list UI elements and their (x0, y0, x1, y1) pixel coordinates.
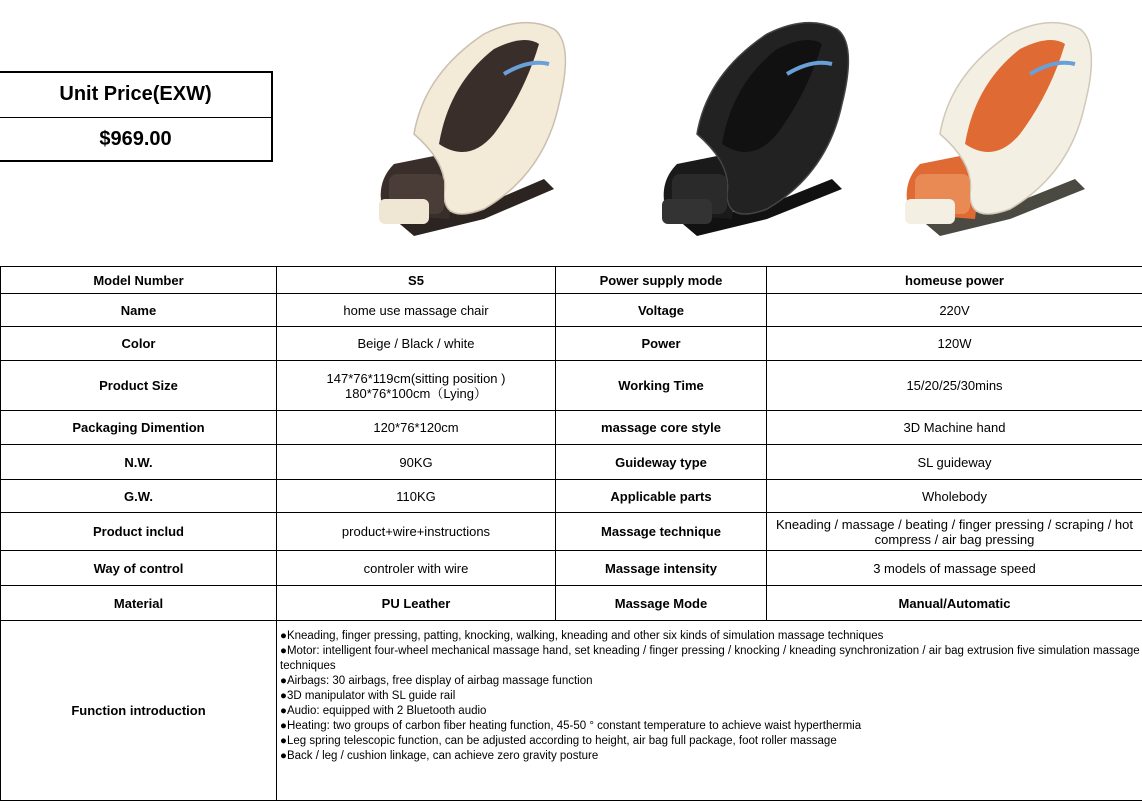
spec-value: controler with wire (277, 551, 556, 586)
spec-label: Applicable parts (556, 480, 767, 513)
spec-label: Power (556, 327, 767, 361)
spec-label: Product includ (1, 513, 277, 551)
unit-price-value: $969.00 (0, 117, 271, 162)
beige-chair-image (354, 14, 574, 236)
spec-label: Model Number (1, 267, 277, 294)
table-row (1, 586, 1142, 621)
table-row (1, 480, 1142, 513)
unit-price-label: Unit Price(EXW) (59, 83, 212, 106)
spec-value: Manual/Automatic (767, 586, 1142, 621)
spec-table (0, 266, 1142, 801)
spec-value: Beige / Black / white (277, 327, 556, 361)
spec-value: homeuse power (767, 267, 1142, 294)
spec-value: home use massage chair (277, 294, 556, 327)
spec-value: S5 (277, 267, 556, 294)
spec-label: Power supply mode (556, 267, 767, 294)
spec-value: 3D Machine hand (767, 411, 1142, 445)
spec-value (277, 361, 556, 411)
spec-value: Kneading / massage / beating / finger pressing / scraping / hot compress / air bag pressing (767, 513, 1142, 551)
spec-label: Product Size (1, 361, 277, 411)
function-line: ●3D manipulator with SL guide rail (280, 690, 456, 702)
spec-value: 110KG (277, 480, 556, 513)
function-line: ●Heating: two groups of carbon fiber heating function, 45-50 ° constant temperature to achieve waist hyperthermia (280, 720, 862, 732)
spec-label: massage core style (556, 411, 767, 445)
spec-label: Name (1, 294, 277, 327)
function-introduction-text (277, 621, 1142, 801)
spec-label: Massage intensity (556, 551, 767, 586)
spec-label: Working Time (556, 361, 767, 411)
spec-value: 120W (767, 327, 1142, 361)
spec-value: 120*76*120cm (277, 411, 556, 445)
function-line: ●Motor: intelligent four-wheel mechanical massage hand, set kneading / finger pressing / knocking / kneading synchronization / air bag extrusion five simulation massage techniques (280, 645, 1140, 672)
spec-value: 15/20/25/30mins (767, 361, 1142, 411)
table-row (1, 327, 1142, 361)
function-line: ●Back / leg / cushion linkage, can achieve zero gravity posture (280, 750, 599, 762)
size-sitting: 147*76*119cm(sitting position ) (326, 370, 506, 386)
table-row (1, 411, 1142, 445)
spec-label: Guideway type (556, 445, 767, 480)
spec-label: Massage Mode (556, 586, 767, 621)
function-line: ●Airbags: 30 airbags, free display of airbag massage function (280, 675, 593, 687)
orange-chair-image (880, 14, 1100, 236)
spec-value: SL guideway (767, 445, 1142, 480)
spec-value: 3 models of massage speed (767, 551, 1142, 586)
spec-label: N.W. (1, 445, 277, 480)
spec-value: Wholebody (767, 480, 1142, 513)
function-introduction-label: Function introduction (1, 621, 277, 801)
spec-value: PU Leather (277, 586, 556, 621)
size-lying: 180*76*100cm（Lying） (345, 385, 487, 401)
table-row (1, 361, 1142, 411)
spec-value: product+wire+instructions (277, 513, 556, 551)
table-row (1, 294, 1142, 327)
table-row (1, 513, 1142, 551)
spec-label: Color (1, 327, 277, 361)
table-row (1, 551, 1142, 586)
spec-label: G.W. (1, 480, 277, 513)
black-chair-image (637, 14, 857, 236)
spec-value: 90KG (277, 445, 556, 480)
table-row (1, 445, 1142, 480)
spec-value: 220V (767, 294, 1142, 327)
table-row (1, 267, 1142, 294)
function-line: ●Audio: equipped with 2 Bluetooth audio (280, 705, 487, 717)
function-line: ●Leg spring telescopic function, can be adjusted according to height, air bag full package, foot roller massage (280, 735, 837, 747)
function-row (1, 621, 1142, 801)
spec-label: Material (1, 586, 277, 621)
spec-label: Massage technique (556, 513, 767, 551)
spec-label: Packaging Dimention (1, 411, 277, 445)
spec-label: Way of control (1, 551, 277, 586)
unit-price-box (0, 71, 273, 162)
function-line: ●Kneading, finger pressing, patting, knocking, walking, kneading and other six kinds of simulation massage techniques (280, 630, 884, 642)
spec-label: Voltage (556, 294, 767, 327)
